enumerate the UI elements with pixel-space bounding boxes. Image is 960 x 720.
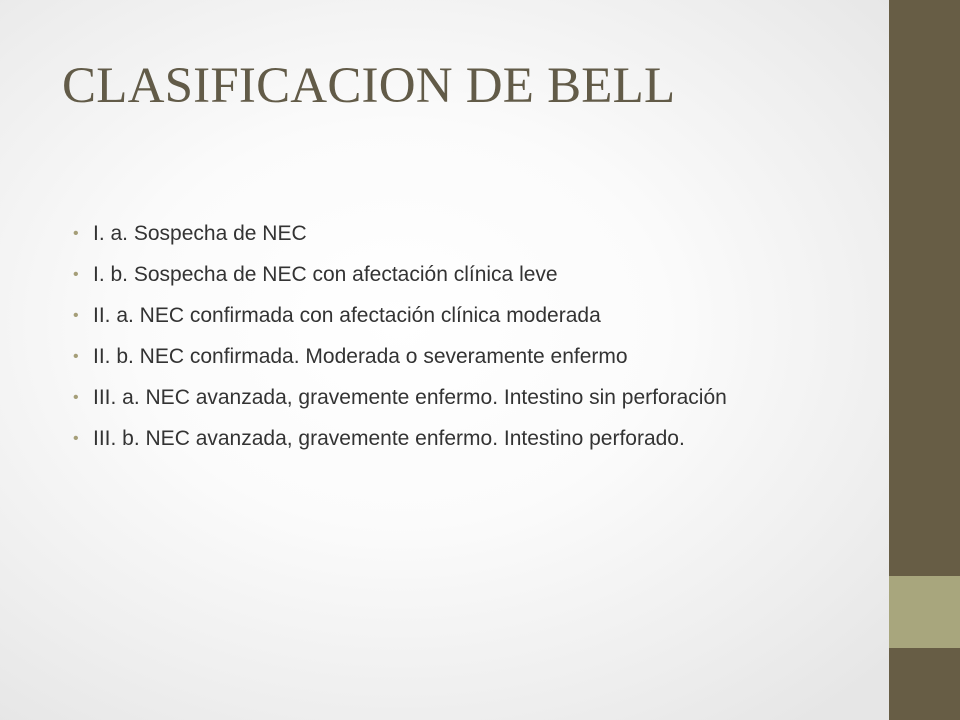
bullet-text: I. a. Sospecha de NEC [93, 222, 307, 245]
bullet-item [73, 342, 793, 372]
bullet-icon: • [73, 307, 79, 324]
bullet-icon: • [73, 430, 79, 447]
bullet-icon: • [73, 389, 79, 406]
bullet-list [73, 219, 793, 465]
bullet-text: I. b. Sospecha de NEC con afectación clínica leve [93, 263, 558, 286]
sidebar-band-top [889, 0, 960, 576]
bullet-icon: • [73, 266, 79, 283]
bullet-item [73, 424, 793, 454]
sidebar-band-bottom [889, 648, 960, 720]
bullet-item [73, 219, 793, 249]
bullet-text: II. b. NEC confirmada. Moderada o severamente enfermo [93, 345, 628, 368]
bullet-text: III. b. NEC avanzada, gravemente enfermo. Intestino perforado. [93, 427, 685, 450]
sidebar-band-middle [889, 576, 960, 648]
bullet-text: II. a. NEC confirmada con afectación clínica moderada [93, 304, 601, 327]
bullet-icon: • [73, 225, 79, 242]
bullet-item [73, 383, 793, 413]
bullet-item [73, 301, 793, 331]
decorative-sidebar [889, 0, 960, 720]
bullet-icon: • [73, 348, 79, 365]
slide-title: CLASIFICACION DE BELL [62, 58, 676, 114]
bullet-item [73, 260, 793, 290]
bullet-text: III. a. NEC avanzada, gravemente enfermo. Intestino sin perforación [93, 386, 727, 409]
